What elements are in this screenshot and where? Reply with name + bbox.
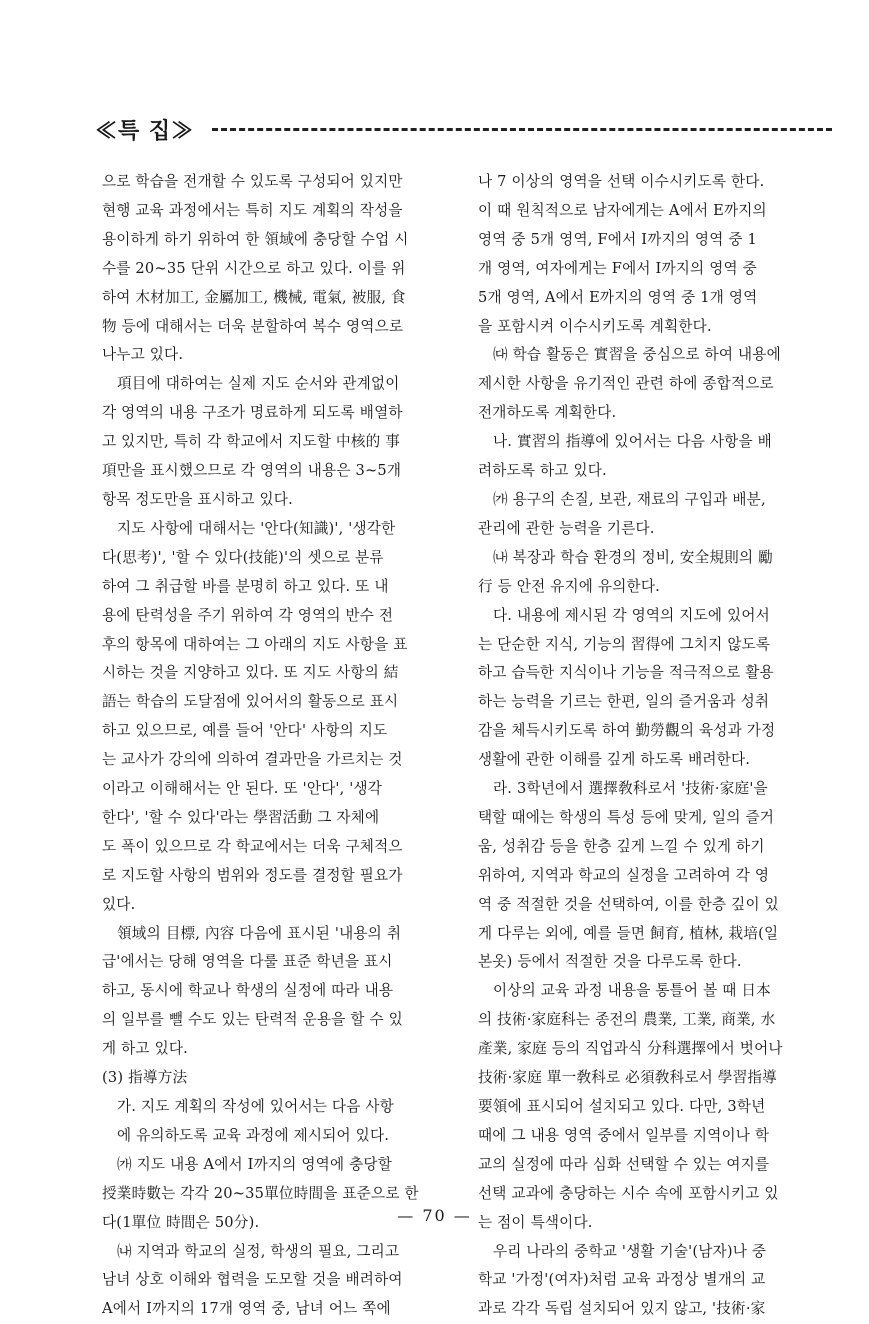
text-line: 는 단순한 지식, 기능의 習得에 그치지 않도록 bbox=[478, 635, 771, 653]
text-line: 남녀 상호 이해와 협력을 도모할 것을 배려하여 bbox=[102, 1271, 403, 1289]
text-line: 학교 '가정'(여자)처럼 교육 과정상 별개의 교 bbox=[478, 1271, 766, 1289]
text-line: 급'에서는 당해 영역을 다룰 표준 학년을 표시 bbox=[102, 953, 393, 971]
text-line: 용에 탄력성을 주기 위하여 각 영역의 반수 전 bbox=[102, 606, 394, 624]
text-line: 우리 나라의 중학교 '생활 기술'(남자)나 중 bbox=[493, 1242, 767, 1260]
text-line: 한다', '할 수 있다'라는 學習活動 그 자체에 bbox=[102, 808, 380, 826]
text-line: 하여 木材加工, 金屬加工, 機械, 電氣, 被服, 食 bbox=[102, 288, 406, 306]
text-line: 產業, 家庭 등의 직업과식 分科選擇에서 벗어나 bbox=[478, 1040, 783, 1058]
text-line: 하고 습득한 지식이나 기능을 적극적으로 활용 bbox=[478, 664, 774, 682]
text-line: 려하도록 하고 있다. bbox=[478, 462, 607, 480]
text-line: 語는 학습의 도달점에 있어서의 활동으로 표시 bbox=[102, 693, 399, 711]
text-line: 는 점이 특색이다. bbox=[478, 1213, 593, 1231]
text-line: 의 일부를 뺄 수도 있는 탄력적 운용을 할 수 있 bbox=[102, 1011, 403, 1029]
text-line: ㈏ 지역과 학교의 실정, 학생의 필요, 그리고 bbox=[117, 1242, 400, 1260]
text-line: 관리에 관한 능력을 기른다. bbox=[478, 519, 655, 537]
text-line: 要領에 표시되어 설치되고 있다. 다만, 3학년 bbox=[478, 1098, 766, 1115]
text-line: 이상의 교육 과정 내용을 통틀어 볼 때 日本 bbox=[493, 982, 771, 1000]
text-line: 게 하고 있다. bbox=[102, 1040, 189, 1058]
text-line: 하여 그 취급할 바를 분명히 하고 있다. 또 내 bbox=[102, 577, 389, 595]
text-line: 위하여, 지역과 학교의 실정을 고려하여 각 영 bbox=[478, 866, 770, 884]
text-line: 5개 영역, A에서 E까지의 영역 중 1개 영역 bbox=[478, 288, 758, 306]
text-line: 는 교사가 강의에 의하여 결과만을 가르치는 것 bbox=[102, 751, 403, 769]
text-line: 영역 중 5개 영역, F에서 I까지의 영역 중 1 bbox=[478, 230, 757, 248]
text-line: 로 지도할 사항의 범위와 정도를 결정할 필요가 bbox=[102, 866, 403, 884]
text-line: 다(1單位 時間은 50分). bbox=[102, 1213, 260, 1231]
text-line: 다(思考)', '할 수 있다(技能)'의 셋으로 분류 bbox=[102, 548, 384, 566]
text-line: 현행 교육 과정에서는 특히 지도 계획의 작성을 bbox=[102, 201, 403, 219]
text-line: A에서 I까지의 17개 영역 중, 남녀 어느 쪽에 bbox=[102, 1300, 391, 1318]
text-line: 선택 교과에 충당하는 시수 속에 포함시키고 있 bbox=[478, 1184, 779, 1202]
section-title: ≪특 집≫ bbox=[95, 118, 195, 144]
text-line: 技術·家庭 單一敎科로 必須敎科로서 學習指導 bbox=[478, 1069, 777, 1087]
text-line: 움, 성취감 등을 한층 깊게 느낄 수 있게 하기 bbox=[478, 837, 765, 855]
text-line: 본옷) 등에서 적절한 것을 다루도록 한다. bbox=[478, 953, 742, 971]
text-line: 物 등에 대해서는 더욱 분할하여 복수 영역으로 bbox=[102, 317, 404, 335]
right-column bbox=[478, 168, 838, 1324]
text-line: 항목 정도만을 표시하고 있다. bbox=[102, 490, 293, 508]
text-line: 감을 체득시키도록 하여 勤勞觀의 육성과 가정 bbox=[478, 722, 776, 740]
text-line: 용이하게 하기 위하여 한 領域에 충당할 수업 시 bbox=[102, 230, 409, 248]
text-line: 시하는 것을 지양하고 있다. 또 지도 사항의 結 bbox=[102, 664, 399, 682]
text-line: 이 때 원칙적으로 남자에게는 A에서 E까지의 bbox=[478, 201, 767, 219]
text-line: 과로 각각 독립 설치되어 있지 않고, '技術·家 bbox=[478, 1300, 766, 1318]
text-line: 지도 사항에 대해서는 '안다(知識)', '생각한 bbox=[117, 519, 396, 537]
text-line: 다. 내용에 제시된 각 영역의 지도에 있어서 bbox=[493, 606, 770, 624]
text-line: ㈎ 용구의 손질, 보관, 재료의 구입과 배분, bbox=[493, 490, 766, 508]
text-line: 行 등 안전 유지에 유의한다. bbox=[478, 577, 660, 595]
text-line: 나누고 있다. bbox=[102, 346, 184, 364]
text-line: 제시한 사항을 유기적인 관련 하에 종합적으로 bbox=[478, 375, 774, 393]
text-line: 하는 능력을 기르는 한편, 일의 즐거움과 성취 bbox=[478, 693, 770, 711]
text-line: 전개하도록 계획한다. bbox=[478, 404, 617, 422]
text-line: 수를 20~35 단위 시간으로 하고 있다. 이를 위 bbox=[102, 259, 406, 277]
text-line: 을 포함시켜 이수시키도록 계획한다. bbox=[478, 317, 712, 335]
text-line: 라. 3학년에서 選擇敎科로서 '技術·家庭'을 bbox=[493, 780, 768, 798]
text-line: 후의 항목에 대하여는 그 아래의 지도 사항을 표 bbox=[102, 635, 408, 653]
text-line: 택할 때에는 학생의 특성 등에 맞게, 일의 즐거 bbox=[478, 808, 775, 826]
page-number: — 70 — bbox=[397, 1206, 472, 1225]
text-line: 교의 실정에 따라 심화 선택할 수 있는 여지를 bbox=[478, 1155, 770, 1173]
text-line: (3) 指導方法 bbox=[102, 1069, 188, 1087]
text-line: 나 7 이상의 영역을 선택 이수시키도록 한다. bbox=[478, 173, 765, 190]
text-line: 領域의 目標, 內容 다음에 표시된 '내용의 취 bbox=[117, 924, 402, 942]
text-line: 이라고 이해해서는 안 된다. 또 '안다', '생각 bbox=[102, 780, 383, 798]
section-header bbox=[95, 114, 840, 144]
text-line: 하고, 동시에 학교나 학생의 실정에 따라 내용 bbox=[102, 982, 394, 1000]
text-line: 도 폭이 있으므로 각 학교에서는 더욱 구체적으 bbox=[102, 837, 403, 855]
text-line: 고 있지만, 특히 각 학교에서 지도할 中核的 事 bbox=[102, 433, 401, 451]
text-line: 項만을 표시했으므로 각 영역의 내용은 3~5개 bbox=[102, 462, 402, 480]
text-line: 게 다루는 외에, 예를 들면 飼育, 植林, 栽培(일 bbox=[478, 924, 779, 942]
text-line: 역 중 적절한 것을 선택하여, 이를 한층 깊이 있 bbox=[478, 895, 779, 913]
header-dashed-rule bbox=[212, 128, 832, 131]
text-line: ㈐ 학습 활동은 實習을 중심으로 하여 내용에 bbox=[493, 346, 781, 364]
text-line: 있다. bbox=[102, 895, 136, 913]
text-line: 때에 그 내용 영역 중에서 일부를 지역이나 학 bbox=[478, 1126, 770, 1144]
text-line: 개 영역, 여자에게는 F에서 I까지의 영역 중 bbox=[478, 259, 757, 277]
text-line: ㈏ 복장과 학습 환경의 정비, 安全規則의 勵 bbox=[493, 548, 773, 566]
text-line: 項目에 대하여는 실제 지도 순서와 관계없이 bbox=[117, 375, 400, 393]
text-line: ㈎ 지도 내용 A에서 I까지의 영역에 충당할 bbox=[117, 1155, 392, 1173]
text-line: 의 技術·家庭科는 종전의 農業, 工業, 商業, 水 bbox=[478, 1011, 776, 1029]
text-line: 생활에 관한 이해를 깊게 하도록 배려한다. bbox=[478, 751, 751, 769]
text-line: 하고 있으므로, 예를 들어 '안다' 사항의 지도 bbox=[102, 722, 388, 740]
text-line: 에 유의하도록 교육 과정에 제시되어 있다. bbox=[117, 1126, 390, 1144]
text-line: 가. 지도 계획의 작성에 있어서는 다음 사항 bbox=[117, 1098, 394, 1115]
text-line: 授業時數는 각각 20~35單位時間을 표준으로 한 bbox=[102, 1184, 419, 1202]
text-line: 나. 實習의 指導에 있어서는 다음 사항을 배 bbox=[493, 433, 772, 451]
text-line: 으로 학습을 전개할 수 있도록 구성되어 있지만 bbox=[102, 173, 403, 190]
text-line: 각 영역의 내용 구조가 명료하게 되도록 배열하 bbox=[102, 404, 403, 422]
left-column bbox=[102, 168, 462, 1324]
